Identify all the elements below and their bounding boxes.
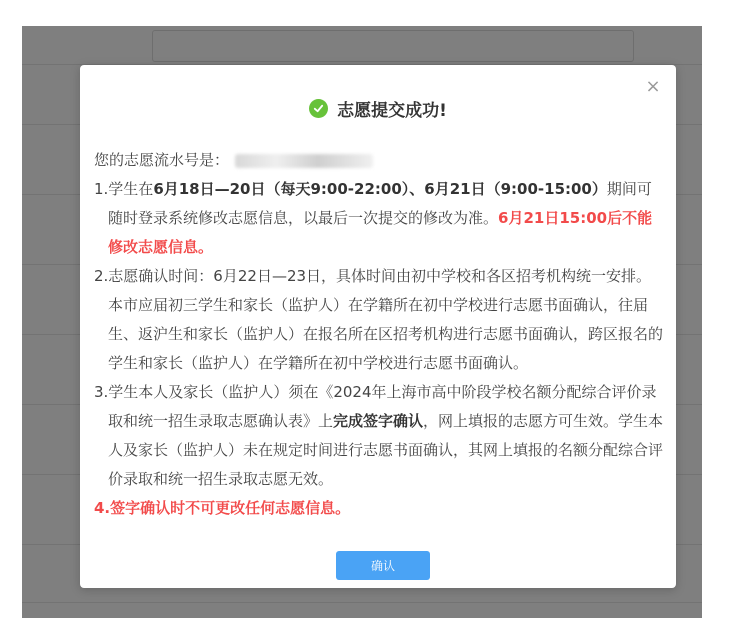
confirm-button[interactable]: 确认 <box>336 551 430 580</box>
notice-item-1-text: 1.学生在 <box>94 180 154 198</box>
serial-number-line <box>94 146 664 175</box>
dialog-title <box>80 96 676 120</box>
notice-item-4 <box>94 494 664 523</box>
notice-item-3-emphasis: 完成签字确认 <box>333 412 424 430</box>
submission-success-dialog <box>80 65 676 588</box>
check-circle-icon <box>309 99 328 118</box>
notice-item-4-number: 4. <box>94 499 111 517</box>
notice-item-1-dates: 6月18日—20日（每天9:00-22:00）、6月21日（9:00-15:00） <box>153 180 607 198</box>
notice-item-1-text-2: 期间可随时登录系统修改志愿信息，以最后一次提交的修改为准。 <box>108 180 652 227</box>
notice-item-1 <box>94 175 664 262</box>
notice-item-4-warning: 签字确认时不可更改任何志愿信息。 <box>110 499 351 517</box>
notice-item-1-warning: 6月21日15:00后不能修改志愿信息。 <box>108 209 653 256</box>
close-icon[interactable]: × <box>645 76 661 97</box>
notice-item-3-text-2: ，网上填报的志愿方可生效。学生本人及家长（监护人）未在规定时间进行志愿书面确认，其网上填报的名额分配综合评价录取和统一招生录取志愿无效。 <box>108 412 664 488</box>
dialog-title-text: 志愿提交成功! <box>337 100 447 121</box>
dialog-body <box>94 146 664 523</box>
serial-number-redacted <box>235 154 373 168</box>
notice-item-2-text: 2.志愿确认时间：6月22日—23日，具体时间由初中学校和各区招考机构统一安排。本市应届初三学生和家长（监护人）在学籍所在初中学校进行志愿书面确认，往届生、返沪生和家长（监护人）在报名所在区招考机构进行志愿书面确认，跨区报名的学生和家长（监护人）在学籍所在初中学校进行志愿书面确认。 <box>94 267 664 372</box>
serial-number-label: 您的志愿流水号是： <box>94 151 230 169</box>
notice-item-3-text: 3.学生本人及家长（监护人）须在《2024年上海市高中阶段学校名额分配综合评价录取和统一招生录取志愿确认表》上 <box>94 383 657 430</box>
notice-item-2 <box>94 262 664 378</box>
notice-item-3 <box>94 378 664 494</box>
